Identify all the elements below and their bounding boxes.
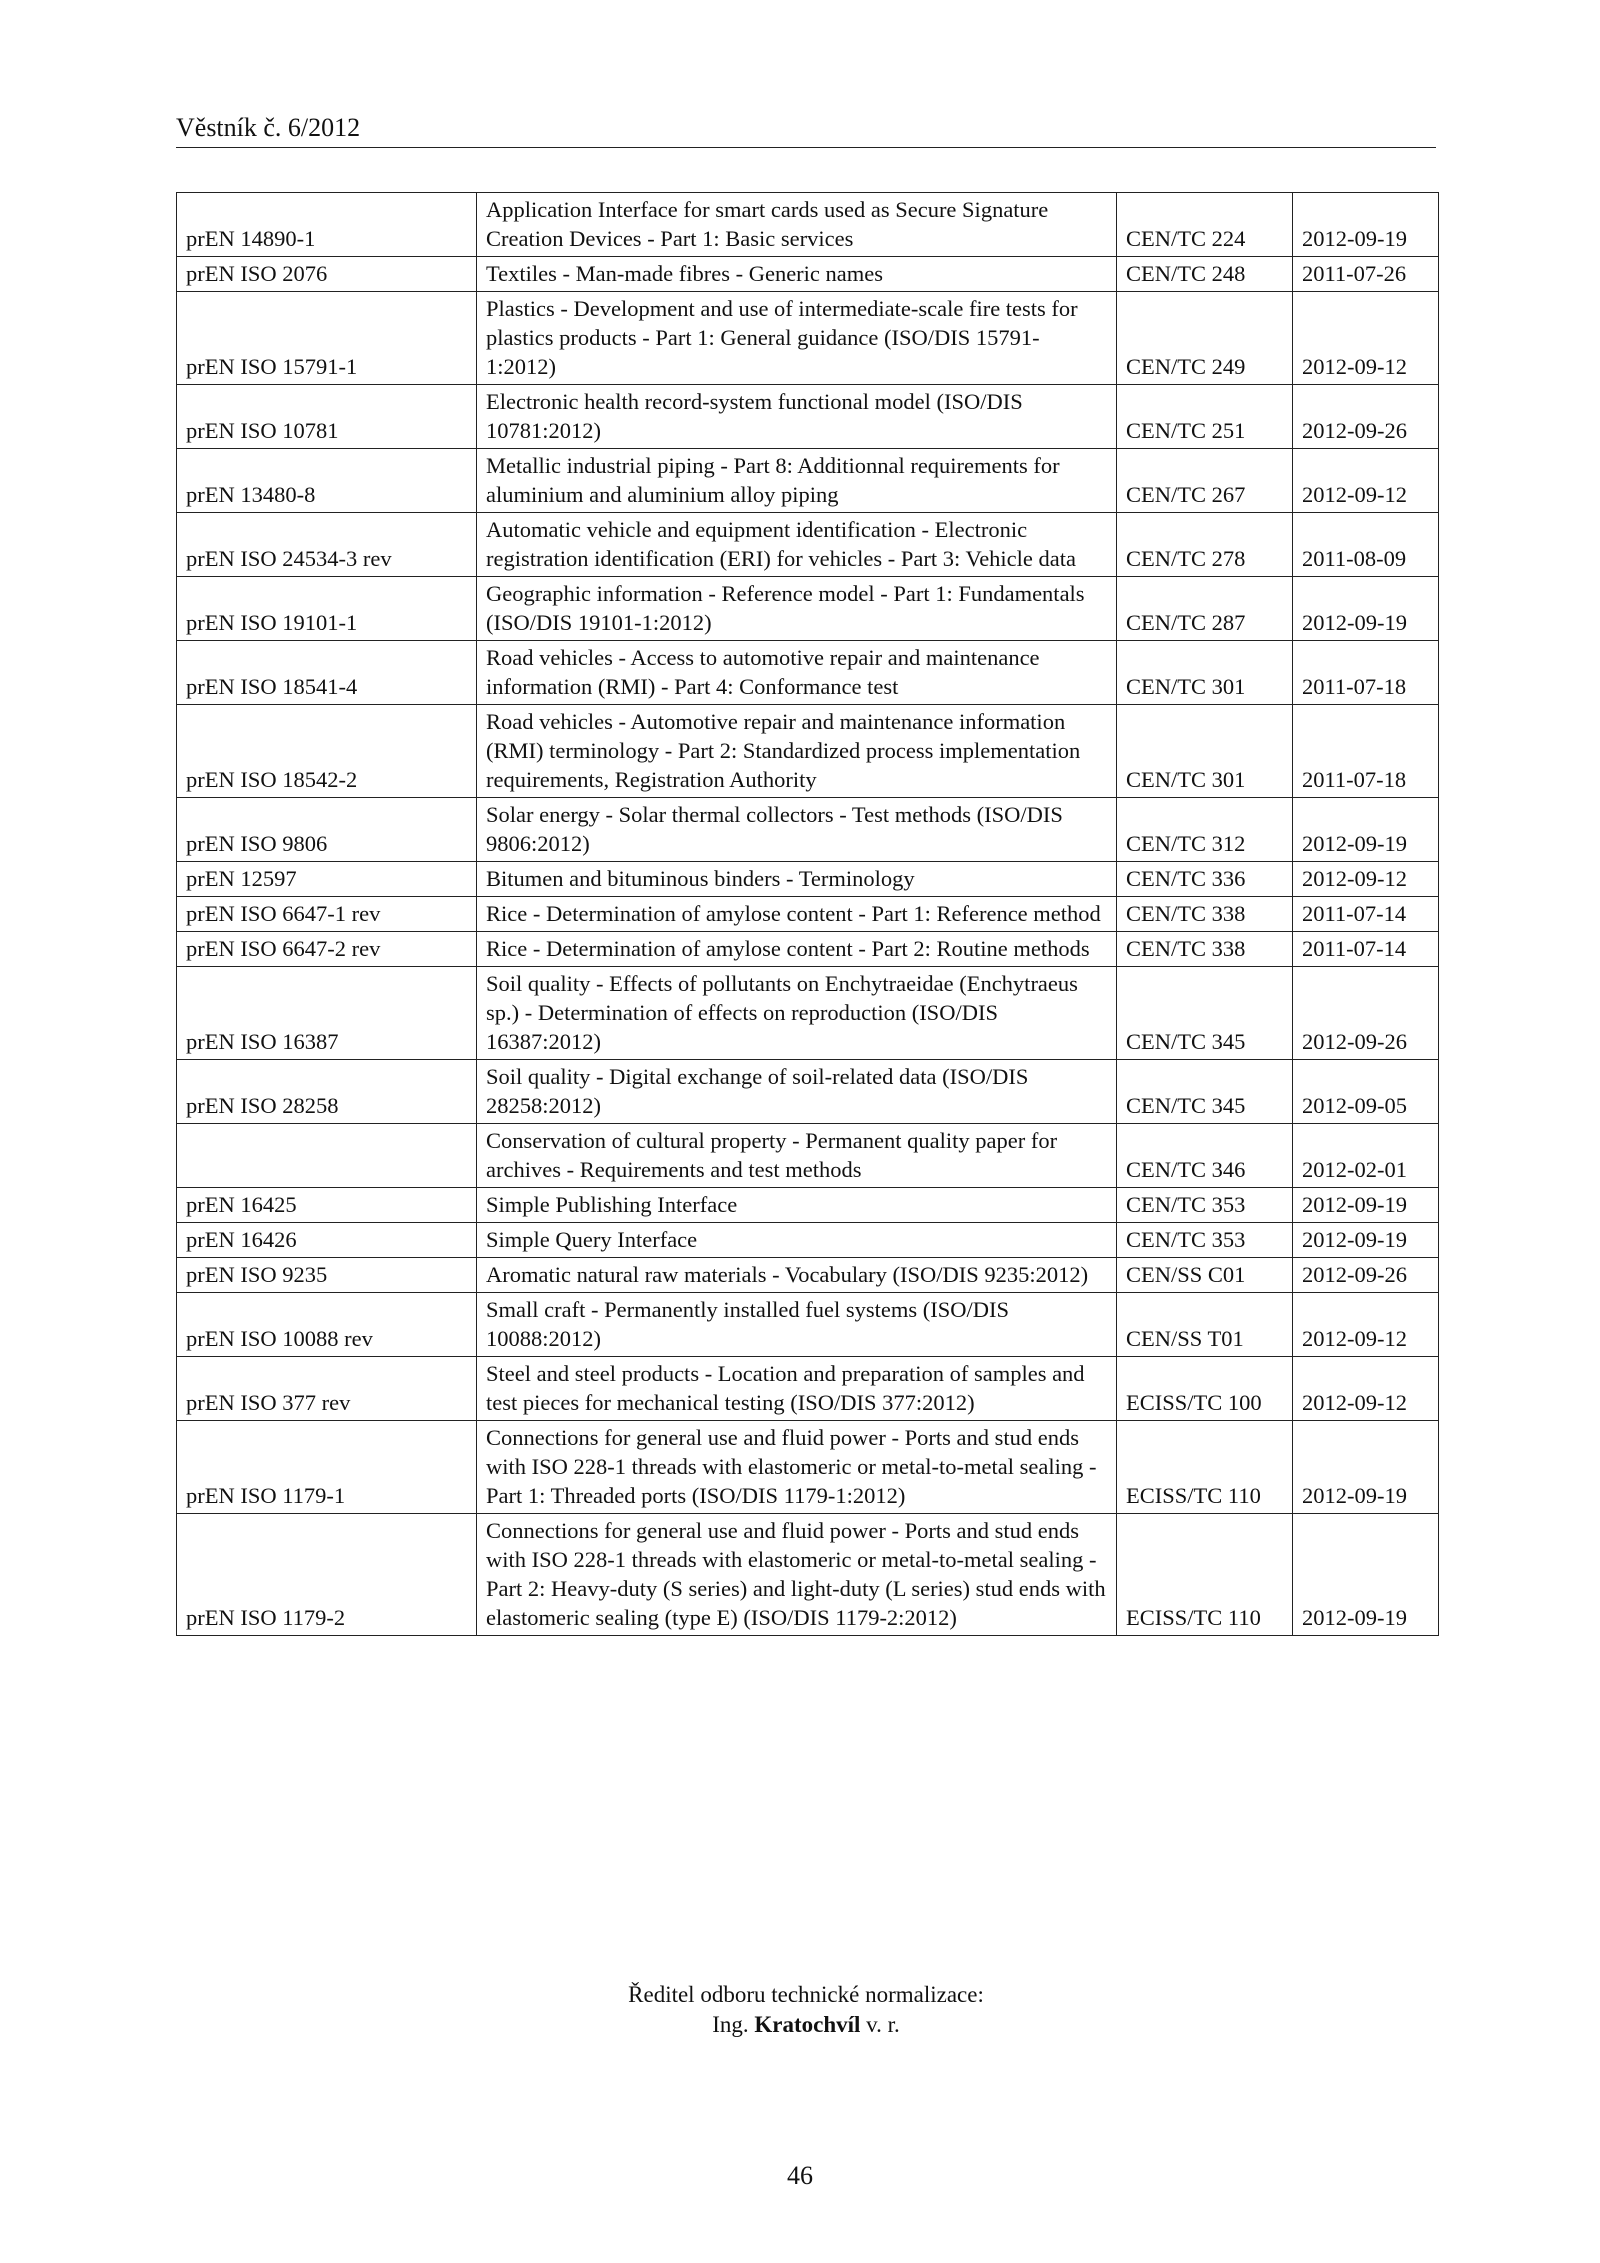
table-row <box>177 292 1439 385</box>
cell-date: 2012-09-19 <box>1293 1514 1439 1636</box>
cell-date: 2012-09-19 <box>1293 1223 1439 1258</box>
table-row <box>177 897 1439 932</box>
cell-tc: CEN/SS C01 <box>1117 1258 1293 1293</box>
table-row <box>177 577 1439 641</box>
header-rule <box>176 147 1436 148</box>
signature-name-line <box>176 2010 1436 2040</box>
cell-tc: CEN/TC 249 <box>1117 292 1293 385</box>
table-row <box>177 932 1439 967</box>
signature-role: Ředitel odboru technické normalizace: <box>628 1982 984 2007</box>
cell-code: prEN ISO 6647-1 rev <box>177 897 477 932</box>
standards-table-body <box>177 193 1439 1636</box>
cell-tc: CEN/TC 267 <box>1117 449 1293 513</box>
table-row <box>177 1124 1439 1188</box>
cell-date: 2011-07-26 <box>1293 257 1439 292</box>
cell-code: prEN 16425 <box>177 1188 477 1223</box>
cell-tc: CEN/TC 301 <box>1117 641 1293 705</box>
cell-title: Steel and steel products - Location and preparation of samples and test pieces for mechanical testing (ISO/DIS 377:2012) <box>477 1357 1117 1421</box>
cell-tc: CEN/SS T01 <box>1117 1293 1293 1357</box>
cell-code <box>177 1124 477 1188</box>
table-row <box>177 1223 1439 1258</box>
cell-code: prEN ISO 15791-1 <box>177 292 477 385</box>
table-row <box>177 1293 1439 1357</box>
cell-tc: CEN/TC 345 <box>1117 1060 1293 1124</box>
signature-suffix: v. r. <box>866 2012 900 2037</box>
cell-tc: CEN/TC 345 <box>1117 967 1293 1060</box>
cell-title: Application Interface for smart cards used as Secure Signature Creation Devices - Part 1: Basic services <box>477 193 1117 257</box>
cell-tc: CEN/TC 353 <box>1117 1223 1293 1258</box>
cell-title: Small craft - Permanently installed fuel systems (ISO/DIS 10088:2012) <box>477 1293 1117 1357</box>
cell-tc: ECISS/TC 110 <box>1117 1421 1293 1514</box>
cell-code: prEN ISO 2076 <box>177 257 477 292</box>
table-row <box>177 1514 1439 1636</box>
cell-date: 2012-09-12 <box>1293 1357 1439 1421</box>
table-row <box>177 449 1439 513</box>
cell-tc: CEN/TC 338 <box>1117 897 1293 932</box>
cell-code: prEN ISO 18541-4 <box>177 641 477 705</box>
cell-tc: CEN/TC 224 <box>1117 193 1293 257</box>
cell-code: prEN ISO 24534-3 rev <box>177 513 477 577</box>
cell-title: Conservation of cultural property - Permanent quality paper for archives - Requirements and test methods <box>477 1124 1117 1188</box>
cell-tc: CEN/TC 346 <box>1117 1124 1293 1188</box>
standards-table <box>176 192 1439 1636</box>
cell-tc: CEN/TC 301 <box>1117 705 1293 798</box>
cell-code: prEN ISO 16387 <box>177 967 477 1060</box>
cell-code: prEN ISO 9235 <box>177 1258 477 1293</box>
cell-title: Automatic vehicle and equipment identification - Electronic registration identification (ERI) for vehicles - Part 3: Vehicle data <box>477 513 1117 577</box>
cell-tc: CEN/TC 312 <box>1117 798 1293 862</box>
signature-name: Kratochvíl <box>754 2012 861 2037</box>
cell-title: Soil quality - Effects of pollutants on Enchytraeidae (Enchytraeus sp.) - Determination of effects on reproduction (ISO/DIS 16387:2012) <box>477 967 1117 1060</box>
page-header <box>176 112 1436 144</box>
cell-code: prEN ISO 28258 <box>177 1060 477 1124</box>
cell-title: Road vehicles - Automotive repair and maintenance information (RMI) terminology - Part 2: Standardized process implementation requirements, Registration Authority <box>477 705 1117 798</box>
cell-tc: CEN/TC 287 <box>1117 577 1293 641</box>
cell-title: Plastics - Development and use of intermediate-scale fire tests for plastics products - Part 1: General guidance (ISO/DIS 15791-1:2012) <box>477 292 1117 385</box>
cell-date: 2011-07-18 <box>1293 705 1439 798</box>
table-row <box>177 257 1439 292</box>
cell-title: Geographic information - Reference model - Part 1: Fundamentals (ISO/DIS 19101-1:2012) <box>477 577 1117 641</box>
cell-date: 2012-09-19 <box>1293 193 1439 257</box>
cell-code: prEN ISO 10781 <box>177 385 477 449</box>
cell-date: 2012-09-12 <box>1293 1293 1439 1357</box>
cell-tc: CEN/TC 336 <box>1117 862 1293 897</box>
table-row <box>177 1258 1439 1293</box>
cell-code: prEN 13480-8 <box>177 449 477 513</box>
cell-date: 2011-07-14 <box>1293 897 1439 932</box>
cell-title: Rice - Determination of amylose content - Part 1: Reference method <box>477 897 1117 932</box>
cell-date: 2012-09-05 <box>1293 1060 1439 1124</box>
cell-tc: CEN/TC 338 <box>1117 932 1293 967</box>
signature-block <box>176 1980 1436 2040</box>
cell-code: prEN ISO 1179-2 <box>177 1514 477 1636</box>
cell-code: prEN ISO 377 rev <box>177 1357 477 1421</box>
cell-date: 2012-09-19 <box>1293 577 1439 641</box>
cell-code: prEN 12597 <box>177 862 477 897</box>
cell-date: 2012-09-26 <box>1293 385 1439 449</box>
cell-date: 2011-08-09 <box>1293 513 1439 577</box>
table-row <box>177 513 1439 577</box>
table-row <box>177 798 1439 862</box>
table-row <box>177 1421 1439 1514</box>
cell-date: 2012-09-19 <box>1293 1188 1439 1223</box>
cell-code: prEN ISO 10088 rev <box>177 1293 477 1357</box>
table-row <box>177 862 1439 897</box>
cell-title: Simple Query Interface <box>477 1223 1117 1258</box>
cell-code: prEN ISO 6647-2 rev <box>177 932 477 967</box>
cell-title: Aromatic natural raw materials - Vocabulary (ISO/DIS 9235:2012) <box>477 1258 1117 1293</box>
cell-date: 2012-09-26 <box>1293 967 1439 1060</box>
cell-title: Solar energy - Solar thermal collectors - Test methods (ISO/DIS 9806:2012) <box>477 798 1117 862</box>
header-title: Věstník č. 6/2012 <box>176 113 361 142</box>
cell-title: Connections for general use and fluid power - Ports and stud ends with ISO 228-1 threads with elastomeric or metal-to-metal sealing - Part 1: Threaded ports (ISO/DIS 1179-1:2012) <box>477 1421 1117 1514</box>
table-row <box>177 705 1439 798</box>
cell-code: prEN 14890-1 <box>177 193 477 257</box>
table-row <box>177 641 1439 705</box>
cell-date: 2012-09-19 <box>1293 798 1439 862</box>
cell-tc: CEN/TC 248 <box>1117 257 1293 292</box>
table-row <box>177 1357 1439 1421</box>
table-row <box>177 1188 1439 1223</box>
cell-title: Soil quality - Digital exchange of soil-related data (ISO/DIS 28258:2012) <box>477 1060 1117 1124</box>
cell-date: 2012-09-12 <box>1293 862 1439 897</box>
cell-code: prEN ISO 19101-1 <box>177 577 477 641</box>
cell-title: Rice - Determination of amylose content - Part 2: Routine methods <box>477 932 1117 967</box>
cell-code: prEN ISO 18542-2 <box>177 705 477 798</box>
cell-code: prEN ISO 1179-1 <box>177 1421 477 1514</box>
cell-tc: CEN/TC 278 <box>1117 513 1293 577</box>
cell-date: 2011-07-14 <box>1293 932 1439 967</box>
cell-title: Road vehicles - Access to automotive repair and maintenance information (RMI) - Part 4: Conformance test <box>477 641 1117 705</box>
cell-title: Simple Publishing Interface <box>477 1188 1117 1223</box>
cell-date: 2012-09-26 <box>1293 1258 1439 1293</box>
table-row <box>177 385 1439 449</box>
table-row <box>177 1060 1439 1124</box>
cell-date: 2012-02-01 <box>1293 1124 1439 1188</box>
cell-date: 2012-09-19 <box>1293 1421 1439 1514</box>
cell-title: Bitumen and bituminous binders - Terminology <box>477 862 1117 897</box>
cell-date: 2011-07-18 <box>1293 641 1439 705</box>
page-number: 46 <box>787 2161 813 2190</box>
cell-tc: CEN/TC 251 <box>1117 385 1293 449</box>
signature-prefix: Ing. <box>712 2012 749 2037</box>
cell-title: Metallic industrial piping - Part 8: Additionnal requirements for aluminium and aluminium alloy piping <box>477 449 1117 513</box>
cell-title: Textiles - Man-made fibres - Generic names <box>477 257 1117 292</box>
cell-title: Electronic health record-system functional model (ISO/DIS 10781:2012) <box>477 385 1117 449</box>
table-row <box>177 967 1439 1060</box>
cell-tc: ECISS/TC 100 <box>1117 1357 1293 1421</box>
cell-tc: CEN/TC 353 <box>1117 1188 1293 1223</box>
cell-code: prEN 16426 <box>177 1223 477 1258</box>
cell-date: 2012-09-12 <box>1293 449 1439 513</box>
table-row <box>177 193 1439 257</box>
cell-date: 2012-09-12 <box>1293 292 1439 385</box>
cell-title: Connections for general use and fluid power - Ports and stud ends with ISO 228-1 threads with elastomeric or metal-to-metal sealing - Part 2: Heavy-duty (S series) and light-duty (L series) stud ends with elastomeric sealing (type E) (ISO/DIS 1179-2:2012) <box>477 1514 1117 1636</box>
cell-tc: ECISS/TC 110 <box>1117 1514 1293 1636</box>
cell-code: prEN ISO 9806 <box>177 798 477 862</box>
